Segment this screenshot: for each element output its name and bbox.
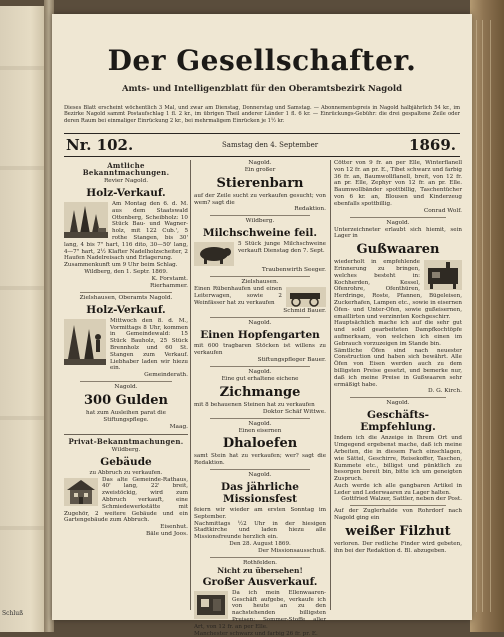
- ad-title: Gußwaaren: [356, 242, 440, 258]
- ad-body: Mittwoch den 8. d. M., Vormittags 8 Uhr, kommen in Gemeindewald: 15 Stück Bauholz, 25 Stück Brennholz und 60 St. Stangen zum Verkauf. Liebhaber laden wir hiezu ein.: [110, 317, 188, 372]
- ad-intro: Unterzeichneter erlaubt sich hiemit, sein Lager in: [334, 226, 462, 240]
- issue-year: 1869.: [409, 136, 456, 154]
- ad-signer: Gemeinderath.: [144, 372, 188, 379]
- ad-body: Indem ich die Anzeige in Ihrem Ort und Umgegend ergebenst mache, daß ich meine Arbeiten, die in diesem Fach einschlagen, wie Sättel, Geschirre, Reisekoffer, Taschen, Kummete etc., billigst und pünktlich zu besorgen bereit bin, bitte ich um geneigten Zuspruch.: [334, 435, 462, 483]
- ad-place: Nagold.: [248, 368, 272, 375]
- ad-signer: Schmid Bauer.: [283, 308, 326, 315]
- section-heading: Amtliche Bekanntmachungen.: [82, 161, 170, 177]
- ad-dateline: Wildberg, den 1. Septr. 1869.: [84, 268, 168, 275]
- column-1: [64, 160, 188, 610]
- woodcut-woodcutters-illustration: [64, 319, 106, 365]
- ad-signer: Traubenwirth Seeger.: [261, 267, 326, 274]
- woodcut-house-illustration: [64, 478, 98, 506]
- ad-signer: Doktor Schäf Wittwe.: [262, 408, 326, 415]
- ad-title: Einen Hopfengarten: [200, 329, 320, 342]
- ad-signer: Rierhammer.: [149, 282, 188, 289]
- ad-title: Großer Ausverkauf.: [202, 575, 318, 588]
- ad-signer: Der Missionsausschuß.: [257, 547, 326, 554]
- ad-dateline: Den 28. August 1869.: [229, 540, 291, 547]
- ad-place: Nagold.: [386, 400, 410, 407]
- issue-bar: [64, 133, 460, 157]
- ad-body: mit 600 tragbaren Stöcken ist willens zu verkaufen: [194, 343, 326, 357]
- ad-place: Nagold.: [114, 384, 138, 391]
- ad-signer: Gottfried Walzer, Sattler, neben der Post.: [341, 496, 462, 503]
- ad-place: Zielshausen, Oberamts Nagold.: [79, 294, 173, 301]
- wagon-icon: [286, 287, 326, 307]
- ad-title: Stierenbarn: [216, 175, 304, 191]
- newspaper-page: [52, 14, 472, 637]
- stove-icon: [424, 260, 462, 290]
- book-cover-edge: [470, 0, 504, 632]
- ad-intro: Ein großer: [244, 167, 276, 173]
- ad-signer: Redaktion.: [294, 206, 326, 213]
- ad-title: Das jährliche Missionsfest: [221, 480, 299, 505]
- ad-signer: Stiftungspfleger Bauer.: [257, 356, 326, 363]
- ad-body: Sämtliche Öfen sind nach neuester Construction und haben sich bewährt. Alle Öfen von Eisen werden auch zu dem billigsten Preise gesetzt, und bemerke nur, daß ich meine Preise in Gußwaaren sehr ermäßigt habe.: [334, 347, 462, 388]
- ad-body: Am Montag den 6. d. M. aus dem Staatswald Ottenberg, Scheibholz: 10 Stück Bau- und Wagner-holz, mit 122 Cub.', 5 rothe Stangen, bis 30' lang, 4 bis 7" hart, 116 dito, 30—50' lang, 4—7" hart, 2½ Klafter Nadelholzscheiter, 2 Haufen Nadelreisach und Erlagerung.: [64, 201, 188, 262]
- ad-title: weißer Filzhut: [345, 524, 451, 540]
- ad-body: Manchester schwarz und farbig 26 fr. pr. E.: [194, 630, 318, 637]
- ad-signer: K. Forstamt.: [151, 275, 188, 282]
- ad-subtitle: zu Abbruch zu verkaufen.: [89, 469, 163, 476]
- ad-body: verloren. Der redliche Finder wird gebeten, ihn bei der Redaktion d. Bl. abzugeben.: [334, 541, 462, 554]
- ad-place: Nagold.: [386, 219, 410, 226]
- ad-title: Zichmange: [219, 384, 301, 400]
- ad-body: 5 Stück junge Milchschweine verkauft Dienstag den 7. Sept.: [238, 241, 326, 255]
- ad-signer: Conrad Wolf.: [423, 207, 462, 214]
- column-rule: [330, 160, 331, 610]
- ad-signer: Maag.: [169, 423, 188, 430]
- ad-body: Cötter von 9 fr. an per Elle, Winterflanell von 12 fr. an pr. E., Tibet schwarz und farbig 36 fr. an, Baumwollflanell, breit, von 12 fr. an pr. Elle, Zephyr von 12 fr. an pr. Elle. Baumwollbänder spottbillig, Taschentücher von 6 kr. an, Blousen und Kinderzeug ebenfalls spottbillig.: [334, 160, 462, 207]
- ad-body: Da ich mein Ellenwaaren-Geschäft aufgebe, verkaufe ich von heute an zu den nachstehenden billigsten Preisen: Sommer-Stoffe aller Art, von 12 fr. an per Elle.: [194, 589, 326, 630]
- ad-place: Wildberg.: [111, 446, 141, 453]
- ad-signer: Eisenhut.: [160, 524, 188, 531]
- ad-body: Auch werde ich alle gangbaren Artikel in Leder und Lederwaaren zu Lager halten.: [334, 482, 462, 496]
- column-2: [194, 160, 326, 637]
- ad-body: hat zum Ausleihen parat die Stiftungspflege.: [86, 410, 166, 423]
- ad-note: Zusammenkunft um 9 Uhr beim Schlag.: [64, 262, 178, 269]
- left-page-text: Schluß: [2, 610, 24, 617]
- ad-place: Zielshausen.: [241, 279, 279, 286]
- ad-intro: Auf der Zuglerhalde von Rohrdorf nach Nagold ging ein: [334, 508, 462, 522]
- ad-body: Das alte Gemeinde-Rathaus, 40' lang, 22' breit, zweistöckig, wird zum Abbruch verkauft, eine Schmiedewerkstätte mit Zugehör, 2 weitere Gebäude und ein Gartengebäude zum Abbruch.: [64, 476, 188, 524]
- left-page-edge: [0, 6, 44, 632]
- column-footer: Bäle und Joos.: [146, 531, 188, 538]
- ad-title: 300 Gulden: [84, 393, 168, 409]
- ad-intro: Eine gut erhaltene eichene: [221, 375, 299, 382]
- ad-body: feiern wir wieder am ersten Sonntag im September.: [194, 506, 326, 520]
- ad-body: Nachmittags ½2 Uhr in der hiesigen Stadtkirche und laden hiezu alle Missionsfreunde herzlich ein.: [194, 520, 326, 541]
- ad-title: Milchschweine feil.: [202, 227, 318, 240]
- ad-intro: Einen eisernen: [238, 427, 282, 434]
- ad-place: Nagold.: [248, 471, 272, 478]
- ad-place: Wildberg.: [245, 218, 275, 225]
- ad-title: Gebäude: [100, 455, 152, 468]
- issue-date: Samstag den 4. September: [222, 141, 319, 149]
- ad-place: Nagold.: [248, 420, 272, 427]
- masthead-title: Der Gesellschafter.: [107, 44, 417, 77]
- ad-body: Einen Rübenhaufen und einen Leiterwagen, sowie 2 Weinfässer hat zu verkaufen: [194, 286, 282, 306]
- ad-body: mit 8 behauenen Steinen hat zu verkaufen: [194, 401, 315, 408]
- ad-body: auf der Zeile sucht zu verkaufen gesucht; von wem? sagt die: [194, 192, 326, 206]
- ad-place: Revier Nagold.: [103, 178, 149, 184]
- ad-body: Hauptsächlich mache ich auf die sehr gut und solid gearbeiteten Dampfkochtöpfe aufmerksam, von welchen ich einen im Gebrauch vorzuzeigen im Stande bin.: [334, 320, 462, 347]
- ad-place: Nagold.: [248, 320, 272, 327]
- ad-title: Holz-Verkauf.: [86, 187, 166, 199]
- ad-title: Holz-Verkauf.: [86, 303, 166, 316]
- ad-signer: D. G. Kirch.: [427, 388, 462, 395]
- section-heading: Privat-Bekanntmachungen.: [68, 436, 184, 446]
- ad-place: Nagold.: [248, 160, 272, 166]
- ad-title: Geschäfts-Empfehlung.: [360, 409, 436, 434]
- subscription-notice: Dieses Blatt erscheint wöchentlich 3 Mal, und zwar am Dienstag, Donnerstag und Samstag. — Abonnementspreis in Nagold halbjährlich 54 kr., im Bezirke Nagold sammt Postaufschlag 1 fl. 2 kr., im übrigen Theil anderer Länder 1 fl. 6 kr. — Einrückungs-Gebühr: die drei gespaltene Zeile oder deren Raum bei einmaliger Einrückung 2 kr., bei mehrmaligem Einrücken je 1½ kr.: [64, 105, 460, 124]
- ad-title: Dhaloefen: [222, 436, 298, 452]
- issue-number: Nr. 102.: [66, 136, 134, 154]
- pig-icon: [194, 242, 234, 266]
- ad-body: wiederholt in empfehlende Erinnerung zu bringen, welches besteht in: Kochherden, Kessel, Ofenrohre, Ofenthüren, Herdringe, Roste, Pfannen, Bügeleisen, Zuckerhafen, Lampen etc., sowie in eisernen Öfen- und Unter-Ofen, sowie gußeisernen, emaillirten und verzinnten Kochgeschirr.: [334, 259, 462, 320]
- ad-body: samt Stein hat zu verkaufen; wer? sagt die Redaktion.: [194, 453, 326, 467]
- shop-illustration: [194, 591, 228, 619]
- column-rule: [190, 160, 191, 610]
- column-3: [334, 160, 462, 610]
- ad-place: Rothfelden.: [242, 559, 278, 566]
- ad-title: Nicht zu übersehen!: [217, 565, 303, 575]
- woodcut-forest-illustration: [64, 202, 108, 238]
- masthead-subtitle: Amts- und Intelligenzblatt für den Oberamtsbezirk Nagold: [121, 84, 403, 94]
